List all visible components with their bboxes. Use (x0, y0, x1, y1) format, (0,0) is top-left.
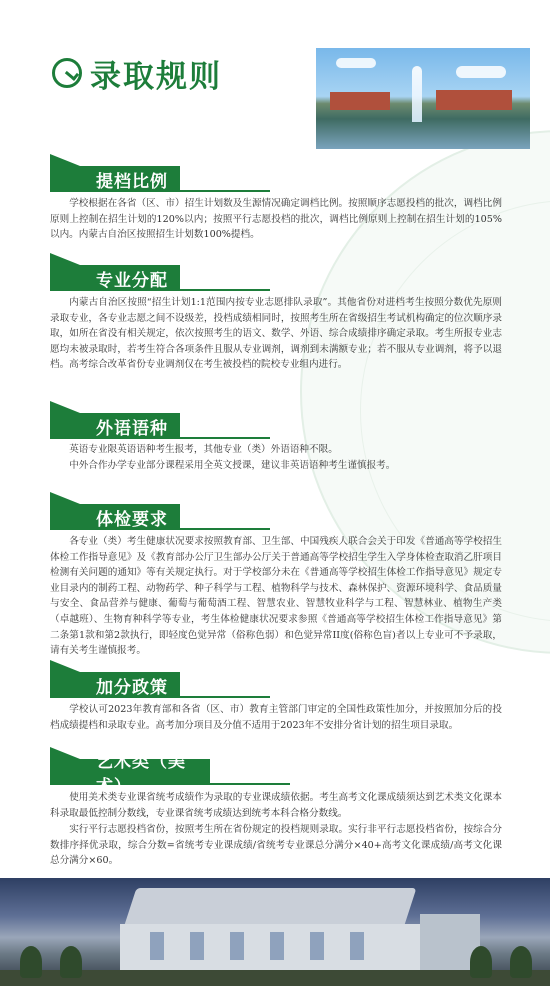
campus-hall-night-photo (0, 878, 550, 986)
tree-shape (20, 946, 42, 978)
window-shape (310, 932, 324, 960)
cloud-shape (336, 58, 376, 68)
campus-fountain-photo (316, 48, 530, 149)
heading-underline (180, 528, 270, 530)
section-paragraph: 实行平行志愿投档省份，按照考生所在省份规定的投档规则录取。实行非平行志愿投档省份，按综合分数排序择优录取，综合分数=省统考专业课成绩/省统考专业课总分满分×40+高考文化课成绩/高考文化课总分满分×60。 (50, 824, 502, 867)
section-heading: 加分政策 (96, 677, 168, 698)
section-heading-tab (50, 752, 210, 797)
section-paragraph: 内蒙古自治区按照“招生计划1:1范围内按专业志愿排队录取”。其他省份对进档考生按照分数优先原则录取专业，各专业志愿之间不设级差，投档成绩相同时，按照考生所在省级招生考试机构确定的位次顺序录取，如所在省没有相关规定，依次按照考生的语文、数学、外语、综合成绩排序确定录取。考生所报专业志愿均未被录取时，若考生符合各项条件且服从专业调剂，调剂到未满额专业；若不服从专业调剂，将予以退档。高考综合改革省份专业调剂仅在考生被投档的院校专业组内进行。 (50, 297, 502, 371)
heading-underline (180, 190, 270, 192)
heading-underline (210, 783, 290, 785)
section-paragraph: 学校根据在各省（区、市）招生计划数及生源情况确定调档比例。按照顺序志愿投档的批次，调档比例原则上控制在招生计划的120%以内；按照平行志愿投档的批次，调档比例原则上控制在招生计划的105%以内。内蒙古自治区按照招生计划数100%提档。 (50, 198, 502, 241)
tree-shape (60, 946, 82, 978)
ground-shape (0, 970, 550, 986)
section-heading: 提档比例 (96, 171, 168, 192)
section-heading-tab (50, 265, 180, 291)
section-heading-tab (50, 672, 180, 698)
section-heading-tab (50, 504, 180, 530)
heading-underline (180, 437, 270, 439)
building-shape (436, 90, 512, 110)
page-header (52, 56, 222, 95)
window-shape (350, 932, 364, 960)
section-heading: 外语语种 (96, 418, 168, 439)
section-paragraph: 使用美术类专业课省统考成绩作为录取的专业课成绩依据。考生高考文化课成绩须达到艺术类文化课本科录取最低控制分数线，专业课省统考成绩达到统考本科合格分数线。 (50, 792, 502, 819)
check-circle-icon (52, 58, 82, 88)
window-shape (190, 932, 204, 960)
section-heading: 体检要求 (96, 509, 168, 530)
tree-shape (470, 946, 492, 978)
hall-shape (120, 924, 420, 974)
heading-underline (180, 696, 270, 698)
section-heading: 专业分配 (96, 270, 168, 291)
section-heading-tab (50, 166, 180, 192)
fountain-shape (412, 66, 422, 122)
heading-underline (180, 289, 270, 291)
section-paragraph: 英语专业限英语语种考生报考，其他专业（类）外语语种不限。 (69, 444, 338, 455)
window-shape (270, 932, 284, 960)
window-shape (150, 932, 164, 960)
cloud-shape (456, 66, 506, 78)
page-title: 录取规则 (90, 58, 222, 95)
section-paragraph: 中外合作办学专业部分课程采用全英文授课，建议非英语语种考生谨慎报考。 (69, 460, 396, 471)
section-paragraph: 学校认可2023年教育部和各省（区、市）教育主管部门审定的全国性政策性加分，并按照加分后的投档成绩提档和录取专业。高考加分项目及分值不适用于2023年不安排分省计划的招生项目录取。 (50, 704, 502, 731)
section-heading: 艺术类（美术） (96, 752, 186, 797)
tree-shape (510, 946, 532, 978)
building-shape (330, 92, 390, 110)
window-shape (230, 932, 244, 960)
section-paragraph: 各专业（类）考生健康状况要求按照教育部、卫生部、中国残疾人联合会关于印发《普通高等学校招生体检工作指导意见》及《教育部办公厅卫生部办公厅关于普通高等学校招生学生入学身体检查取消乙肝项目检测有关问题的通知》等有关规定执行。对于学校部分未在《普通高等学校招生体检工作指导意见》规定专业目录内的制药工程、动物药学、种子科学与工程、植物科学与技术、森林保护、资源环境科学、食品质量与安全、食品营养与健康、葡萄与葡萄酒工程、智慧农业、智慧牧业科学与工程、智慧林业、植物生产类（卓越班）、生物育种科学等专业，考生体检健康状况要求参照《普通高等学校招生体检工作指导意见》第二条第1款和第2款执行，即轻度色觉异常（俗称色弱）和色觉异常II度(俗称色盲)者以上专业可不予录取，请有关考生谨慎报考。 (50, 536, 502, 657)
section-heading-tab (50, 413, 180, 439)
roof-shape (124, 888, 417, 928)
